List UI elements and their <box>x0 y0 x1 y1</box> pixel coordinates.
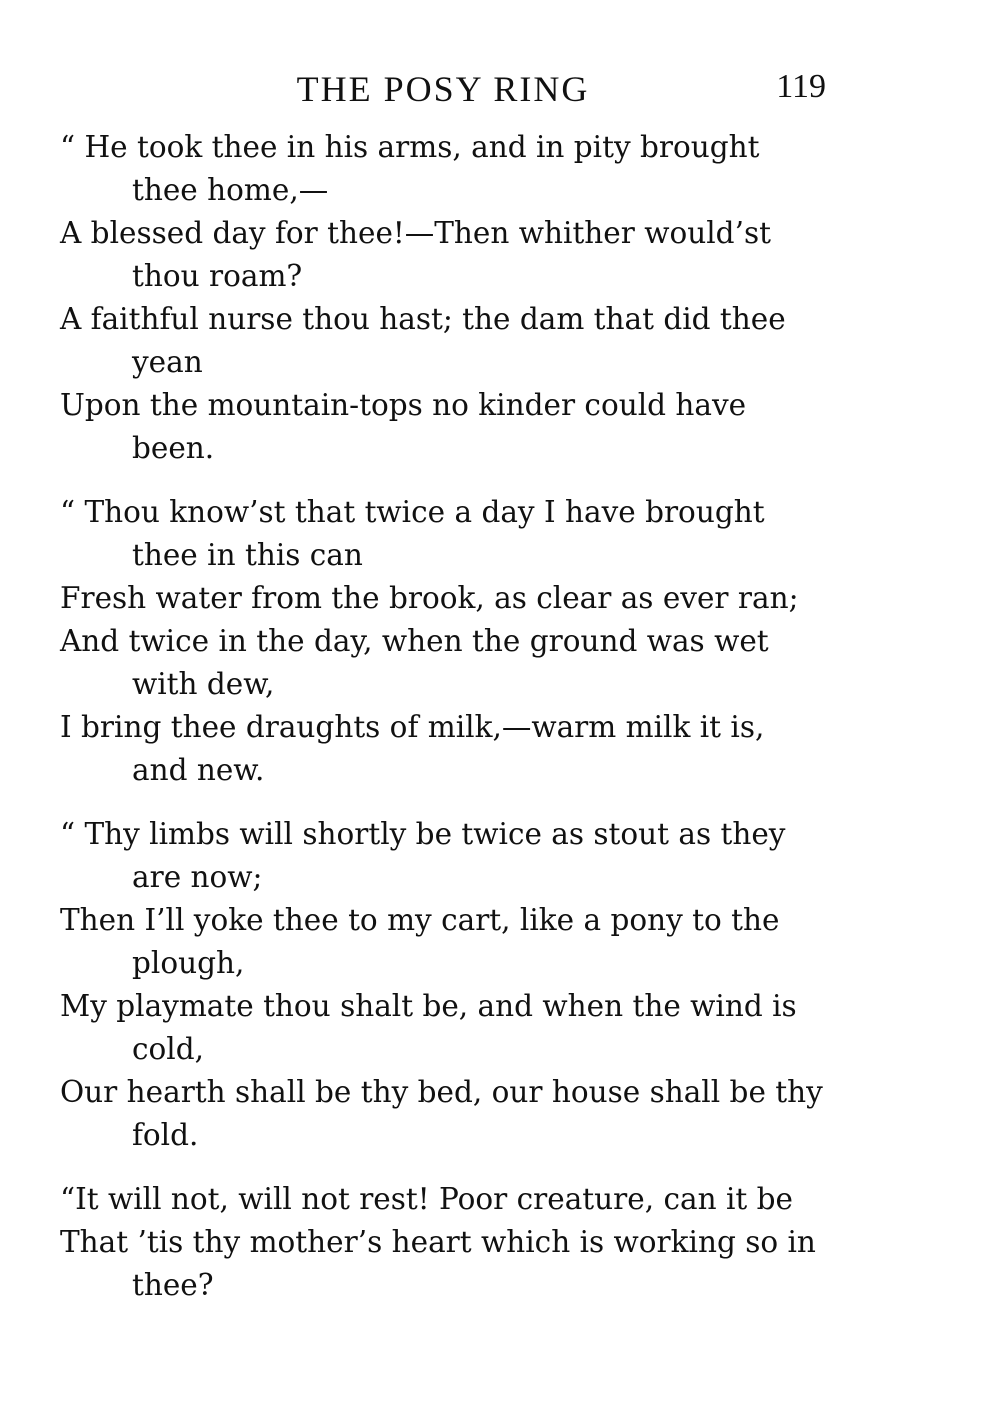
page-number: 119 <box>776 68 826 105</box>
verse-line: And twice in the day, when the ground was wet with dew, <box>60 624 769 701</box>
verse-line: “ Thou know’st that twice a day I have brought thee in this can <box>60 495 765 572</box>
stanza-2 <box>60 491 826 792</box>
verse-line: Fresh water from the brook, as clear as ever ran; <box>60 581 799 615</box>
running-title: THE POSY RING <box>296 69 590 109</box>
verse-line: My playmate thou shalt be, and when the wind is cold, <box>60 989 797 1066</box>
verse-line: A blessed day for thee!—Then whither would’st thou roam? <box>60 216 771 293</box>
verse-line: That ’tis thy mother’s heart which is working so in thee? <box>60 1225 816 1302</box>
poem-body <box>60 126 826 1328</box>
verse-line: I bring thee draughts of milk,—warm milk it is, and new. <box>60 710 765 787</box>
verse-line: Upon the mountain-tops no kinder could have been. <box>60 388 747 465</box>
verse-line: Then I’ll yoke thee to my cart, like a pony to the plough, <box>60 903 780 980</box>
stanza-4 <box>60 1178 826 1307</box>
stanza-3 <box>60 813 826 1157</box>
stanza-1 <box>60 126 826 470</box>
verse-line: “ Thy limbs will shortly be twice as stout as they are now; <box>60 817 786 894</box>
verse-line: “ He took thee in his arms, and in pity brought thee home,— <box>60 130 760 207</box>
verse-line: “It will not, will not rest! Poor creature, can it be <box>60 1182 793 1216</box>
verse-line: Our hearth shall be thy bed, our house shall be thy fold. <box>60 1075 823 1152</box>
running-head <box>60 68 826 118</box>
verse-line: A faithful nurse thou hast; the dam that did thee yean <box>60 302 786 379</box>
